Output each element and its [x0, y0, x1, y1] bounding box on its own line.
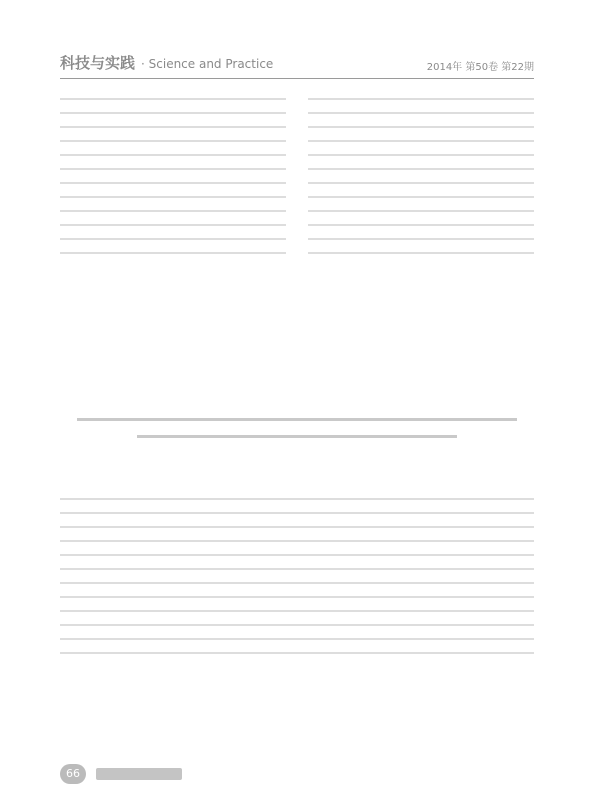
journal-section-title: [60, 52, 273, 73]
page-footer: [60, 762, 360, 786]
journal-logo: [96, 768, 182, 780]
english-title-placeholder: [60, 418, 534, 478]
brand-subtitle: · Science and Practice: [141, 57, 274, 71]
abstract-placeholder: [60, 498, 534, 738]
page-header: [60, 52, 534, 79]
brand-label: 科技与实践: [60, 54, 136, 72]
right-column-placeholder: [308, 98, 534, 398]
page-number: 66: [60, 764, 86, 784]
issue-label: 2014年 第50卷 第22期: [426, 62, 534, 73]
text-area-placeholder: [60, 98, 534, 748]
left-column-placeholder: [60, 98, 286, 398]
